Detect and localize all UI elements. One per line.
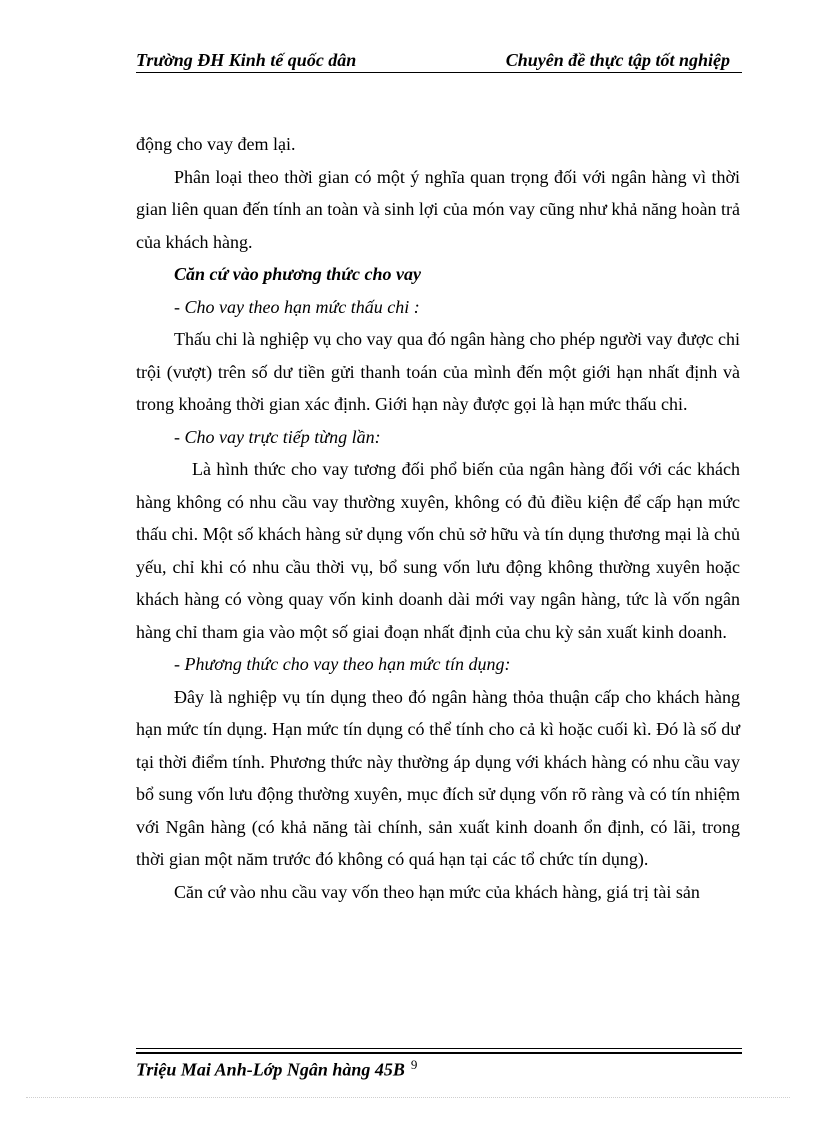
paragraph-4: Là hình thức cho vay tương đối phổ biến của ngân hàng đối với các khách hàng không có nhu cầu vay thường xuyên, không có đủ điều kiện để cấp hạn mức thấu chi. Một số khách hàng sử dụng vốn chủ sở hữu và tín dụng thương mại là chủ yếu, chỉ khi có nhu cầu thời vụ, bổ sung vốn lưu động không thường xuyên hoặc khách hàng có vòng quay vốn kinh doanh dài mới vay ngân hàng, tức là vốn ngân hàng chỉ tham gia vào một số giai đoạn nhất định của chu kỳ sản xuất kinh doanh. [136, 459, 740, 642]
document-body [136, 128, 740, 908]
paragraph-3: Thấu chi là nghiệp vụ cho vay qua đó ngân hàng cho phép người vay được chi trội (vượt) trên số dư tiền gửi thanh toán của mình đến một giới hạn nhất định và trong khoảng thời gian xác định. Giới hạn này được gọi là hạn mức thấu chi. [136, 329, 740, 414]
header-document-title: Chuyên đề thực tập tốt nghiệp [505, 50, 730, 70]
header-rule [136, 72, 742, 73]
paragraph-2: Phân loại theo thời gian có một ý nghĩa quan trọng đối với ngân hàng vì thời gian liên quan đến tính an toàn và sinh lợi của món vay cũng như khả năng hoàn trả của khách hàng. [136, 166, 740, 252]
page-number: 9 [410, 1057, 418, 1072]
subheading-credit-limit: - Phương thức cho vay theo hạn mức tín dụng: [174, 654, 511, 674]
footer-rule-thin [136, 1048, 742, 1049]
page-bottom-divider [26, 1097, 790, 1098]
subheading-overdraft: - Cho vay theo hạn mức thấu chi : [174, 296, 420, 317]
footer-rule-thick [136, 1052, 742, 1054]
subheading-direct-loan: - Cho vay trực tiếp từng lần: [174, 426, 381, 447]
paragraph-1: động cho vay đem lại. [136, 134, 296, 154]
header-university: Trường ĐH Kinh tế quốc dân [136, 50, 357, 70]
paragraph-6: Căn cứ vào nhu cầu vay vốn theo hạn mức của khách hàng, giá trị tài sản [174, 881, 700, 902]
section-heading: Căn cứ vào phương thức cho vay [174, 264, 422, 284]
paragraph-5: Đây là nghiệp vụ tín dụng theo đó ngân hàng thỏa thuận cấp cho khách hàng hạn mức tín dụng. Hạn mức tín dụng có thể tính cho cả kì hoặc cuối kì. Đó là số dư tại thời điểm tính. Phương thức này thường áp dụng với khách hàng có nhu cầu vay bổ sung vốn lưu động thường xuyên, mục đích sử dụng vốn rõ ràng và có tín nhiệm với Ngân hàng (có khả năng tài chính, sản xuất kinh doanh ổn định, có lãi, trong thời gian một năm trước đó không có quá hạn tại các tổ chức tín dụng). [136, 686, 740, 869]
page-header [136, 50, 742, 74]
page-footer [136, 1057, 417, 1080]
footer-author: Triệu Mai Anh-Lớp Ngân hàng 45B [136, 1059, 405, 1080]
